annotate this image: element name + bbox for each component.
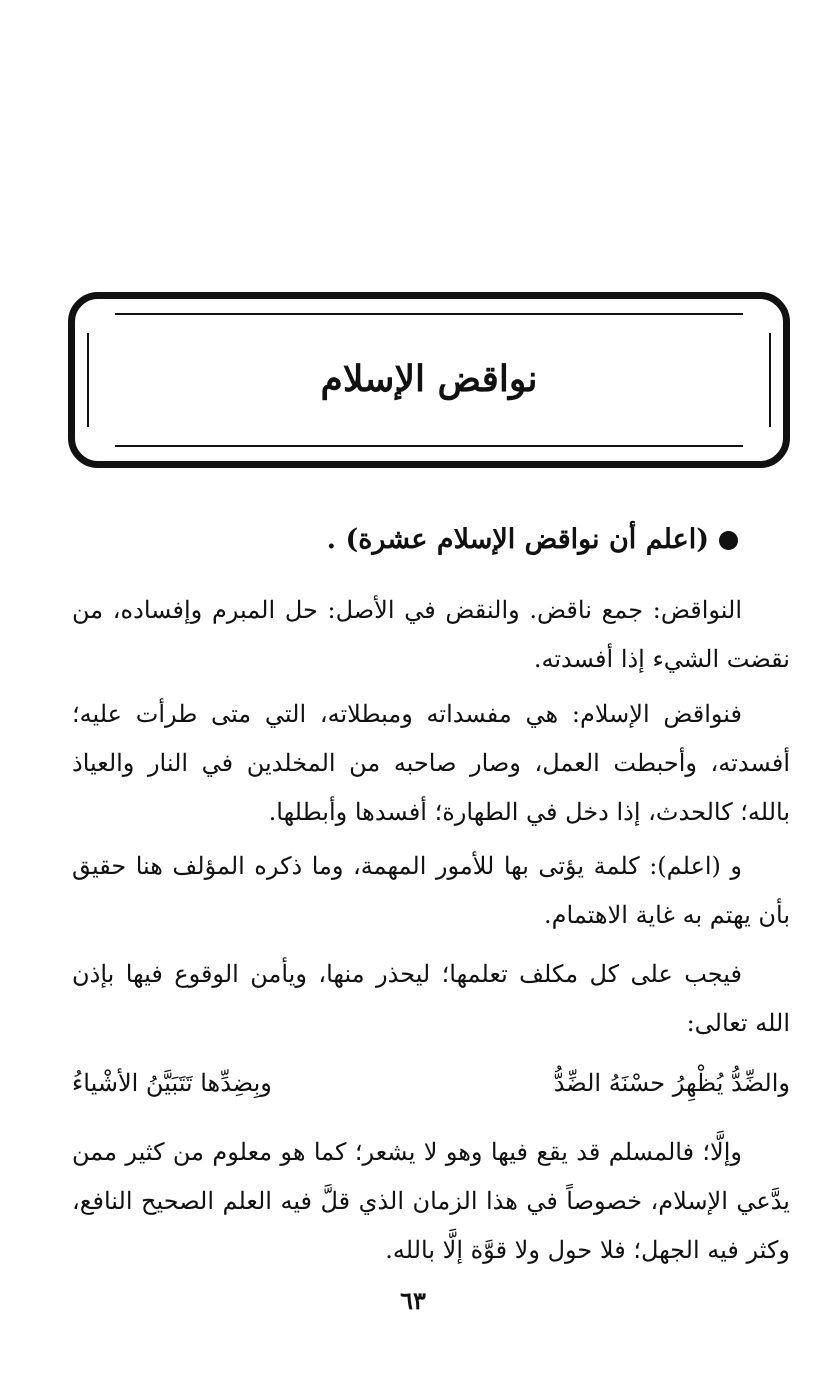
section-heading-text: (اعلم أن نواقض الإسلام عشرة) . — [326, 524, 709, 555]
paragraph-2-text: فنواقض الإسلام: هي مفسداته ومبطلاته، التي متى طرأت عليه؛ أفسدته، وأحبطت العمل، وصار صاحبه من المخلدين في النار والعياذ بالله؛ كالحدث، إذا دخل في الطهارة؛ أفسدها وأبطلها. — [72, 700, 790, 826]
poem-verse — [72, 1058, 790, 1108]
paragraph-4-text: فيجب على كل مكلف تعلمها؛ ليحذر منها، ويأمن الوقوع فيها بإذن الله تعالى: — [72, 960, 790, 1037]
chapter-title: نواقض الإسلام — [320, 358, 538, 400]
paragraph-3 — [72, 842, 790, 940]
section-heading — [327, 518, 738, 562]
paragraph-1-text: النواقض: جمع ناقض. والنقض في الأصل: حل المبرم وإفساده، من نقضت الشيء إذا أفسدته. — [72, 596, 790, 673]
frame-top-rule — [115, 313, 743, 315]
frame-bottom-rule — [115, 445, 743, 447]
paragraph-1 — [72, 586, 790, 684]
poem-first-hemistich: والضِّدُّ يُظْهِرُ حسْنَهُ الضِّدُّ — [553, 1069, 790, 1097]
page-number: ٦٣ — [400, 1286, 426, 1315]
closing-paragraph — [72, 1128, 790, 1275]
title-frame — [68, 292, 790, 468]
paragraph-3-text: و (اعلم): كلمة يؤتى بها للأمور المهمة، وما ذكره المؤلف هنا حقيق بأن يهتم به غاية الاهتمام. — [72, 852, 790, 929]
paragraph-2 — [72, 690, 790, 837]
paragraph-4 — [72, 950, 790, 1048]
bullet-icon — [719, 531, 738, 550]
poem-second-hemistich: وبِضِدِّها تَتَبَيَّنُ الأشْياءُ — [72, 1069, 272, 1097]
closing-paragraph-text: وإلَّا؛ فالمسلم قد يقع فيها وهو لا يشعر؛ كما هو معلوم من كثير ممن يدَّعي الإسلام، خصوصاً في هذا الزمان الذي قلَّ فيه العلم الصحيح النافع، وكثر فيه الجهل؛ فلا حول ولا قوَّة إلَّا بالله. — [72, 1138, 790, 1264]
